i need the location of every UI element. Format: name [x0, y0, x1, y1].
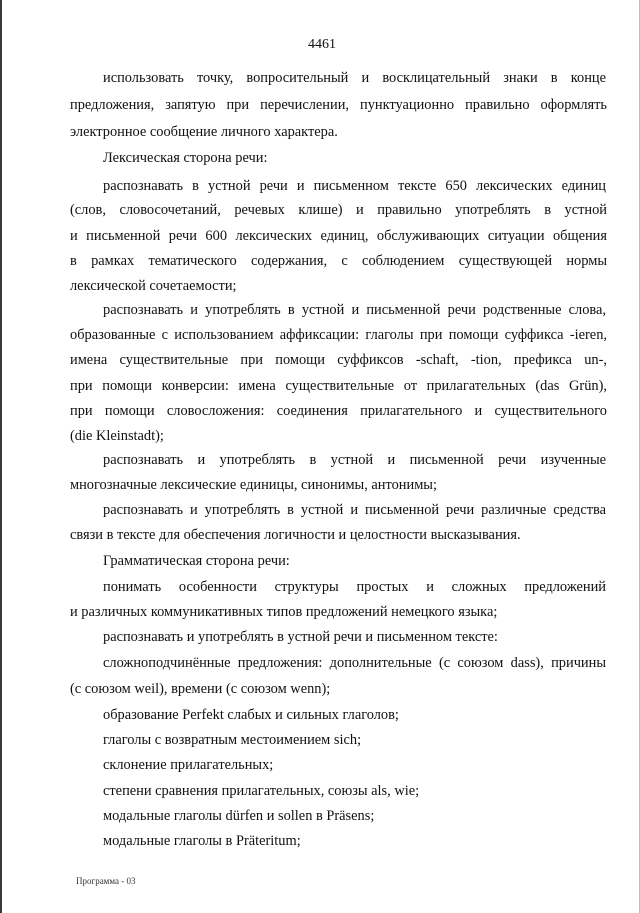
list-item: образование Perfekt слабых и сильных глаголов;: [103, 707, 399, 723]
section-heading: Грамматическая сторона речи:: [103, 553, 290, 569]
text-line: использовать точку, вопросительный и восклицательный знаки в конце: [103, 70, 606, 86]
footer-label: Программа - 03: [76, 876, 136, 886]
section-heading: Лексическая сторона речи:: [103, 150, 268, 166]
text-line: многозначные лексические единицы, синонимы, антонимы;: [70, 477, 437, 493]
list-item: глаголы с возвратным местоимением sich;: [103, 732, 362, 748]
text-line: связи в тексте для обеспечения логичности и целостности высказывания.: [70, 527, 521, 543]
text-line: (die Kleinstadt);: [70, 428, 164, 444]
text-line: и письменной речи 600 лексических единиц, обслуживающих ситуации общения: [70, 228, 607, 244]
text-line: (слов, словосочетаний, речевых клише) и правильно употреблять в устной: [70, 202, 607, 218]
page-number: 4461: [308, 37, 336, 52]
text-line: лексической сочетаемости;: [70, 278, 237, 294]
text-line: при помощи словосложения: соединения прилагательного и существительного: [70, 403, 607, 419]
list-item: степени сравнения прилагательных, союзы als, wie;: [103, 783, 420, 799]
list-item: модальные глаголы в Präteritum;: [103, 833, 301, 849]
text-line: предложения, запятую при перечислении, пунктуационно правильно оформлять: [70, 97, 607, 113]
text-line: в рамках тематического содержания, с соблюдением существующей нормы: [70, 253, 607, 269]
text-line: (с союзом weil), времени (с союзом wenn);: [70, 681, 331, 697]
text-line: распознавать в устной речи и письменном тексте 650 лексических единиц: [103, 178, 606, 194]
list-item: склонение прилагательных;: [103, 757, 274, 773]
text-line: распознавать и употреблять в устной и письменной речи различные средства: [103, 502, 606, 518]
text-line: сложноподчинённые предложения: дополнительные (с союзом dass), причины: [103, 655, 606, 671]
text-line: распознавать и употреблять в устной и письменной речи родственные слова,: [103, 302, 606, 318]
text-line: образованные с использованием аффиксации: глаголы при помощи суффикса -ieren,: [70, 327, 607, 343]
list-item: модальные глаголы dürfen и sollen в Präsens;: [103, 808, 375, 824]
text-line: электронное сообщение личного характера.: [70, 124, 338, 140]
text-line: распознавать и употреблять в устной речи и письменном тексте:: [103, 629, 498, 645]
text-line: и различных коммуникативных типов предложений немецкого языка;: [70, 604, 498, 620]
text-line: распознавать и употреблять в устной и письменной речи изученные: [103, 452, 606, 468]
text-line: имена существительные при помощи суффиксов -schaft, -tion, префикса un-,: [70, 352, 607, 368]
text-line: при помощи конверсии: имена существительные от прилагательных (das Grün),: [70, 378, 607, 394]
text-line: понимать особенности структуры простых и сложных предложений: [103, 579, 606, 595]
